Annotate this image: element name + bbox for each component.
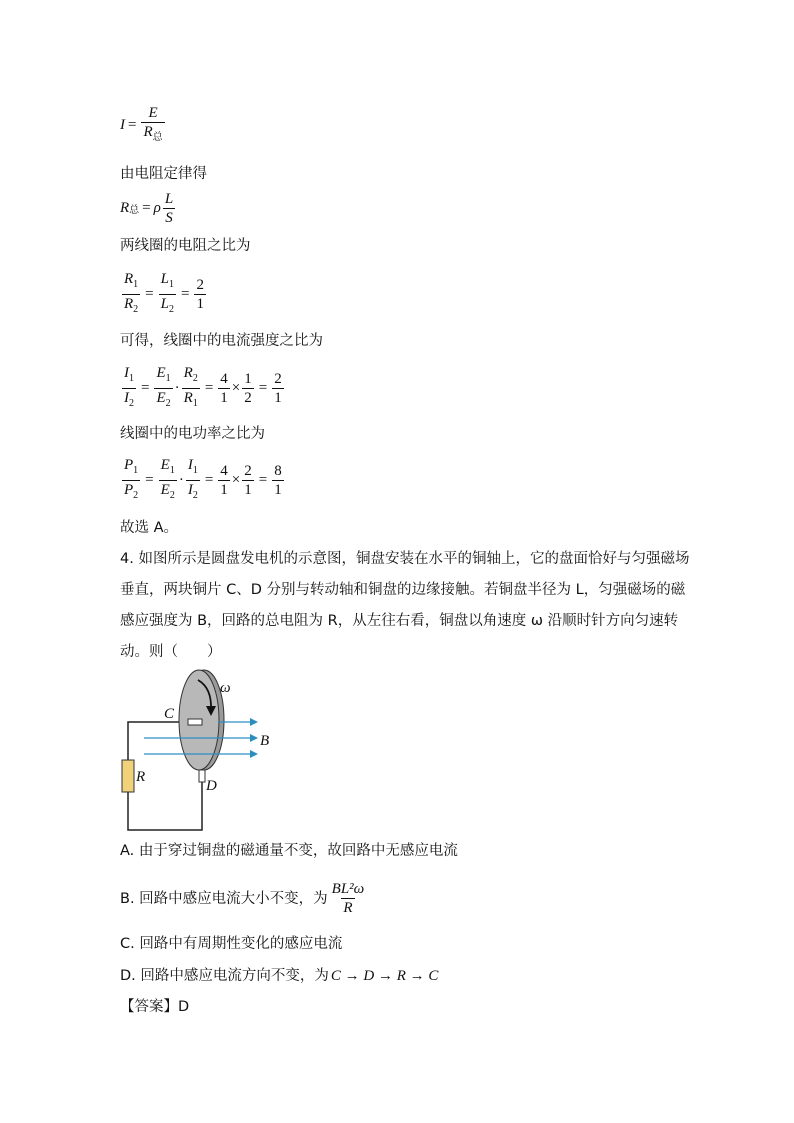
question-4-line-4: 动。则（ ）	[120, 644, 222, 660]
eq1-lhs: I	[120, 117, 125, 133]
eq1-equals: =	[128, 117, 137, 133]
eq4-c-num: R	[183, 365, 193, 381]
option-d-path: C → D → R → C	[330, 968, 439, 984]
eq4-times: ×	[231, 380, 241, 396]
text-resistance-ratio: 两线圈的电阻之比为	[120, 238, 251, 254]
equation-current	[120, 104, 167, 147]
eq4-e-num: 1	[244, 371, 252, 387]
eq5-a-den-sub: 2	[133, 490, 139, 501]
eq4-c-num-sub: 2	[192, 373, 198, 384]
eq4-a-num: I	[124, 365, 129, 381]
eq5-b-den: E	[160, 482, 170, 498]
option-b-num: BL²ω	[331, 881, 365, 897]
text-choose-a: 故选 A。	[120, 520, 179, 536]
eq2-lhs-sub: 总	[129, 205, 140, 216]
eq5-c-den-sub: 2	[192, 490, 198, 501]
text-current-ratio: 可得，线圈中的电流强度之比为	[120, 333, 323, 349]
label-c: C	[164, 706, 175, 722]
equation-resistance-ratio: $\frac{R_1}{R_2}$ = $\frac{L_1}{L_2}$ = $\frac{2}{1}$	[120, 270, 208, 319]
eq1-num: E	[148, 105, 158, 121]
eq3-c-num: 2	[196, 277, 204, 293]
label-d: D	[206, 778, 217, 794]
eq3-a-den: R	[124, 296, 134, 312]
option-b-den: R	[343, 900, 353, 916]
equation-current-ratio: $\frac{I_1}{I_2}$ = $\frac{E_1}{E_2}$ · $\frac{R_2}{R_1}$ = $\frac{4}{1}$ × $\frac{1}{2}$ = $\frac{2}{1}$	[120, 364, 286, 413]
eq4-b-den: E	[156, 390, 166, 406]
option-a: A. 由于穿过铜盘的磁通量不变，故回路中无感应电流	[120, 843, 458, 859]
eq4-d-den: 1	[220, 390, 228, 406]
label-b: B	[260, 733, 270, 749]
eq5-b-num: E	[160, 457, 170, 473]
eq5-f-den: 1	[274, 482, 282, 498]
eq3-b-den: L	[160, 296, 169, 312]
eq5-c-num: I	[187, 457, 193, 473]
eq5-dot: ·	[178, 472, 184, 488]
eq5-a-num-sub: 1	[133, 465, 139, 476]
question-4-line-2: 垂直，两块铜片 C、D 分别与转动轴和铜盘的边缘接触。若铜盘半径为 L，匀强磁场的磁	[120, 582, 686, 598]
wire-bottom	[128, 780, 202, 830]
text-resistance-law: 由电阻定律得	[120, 166, 207, 182]
eq4-b-den-sub: 2	[165, 398, 171, 409]
eq2-den: S	[165, 210, 173, 226]
option-b-fraction	[330, 880, 367, 917]
option-d-text: D. 回路中感应电流方向不变，为	[120, 968, 329, 984]
eq5-c-den: I	[187, 482, 193, 498]
eq4-c-den-sub: 1	[192, 398, 198, 409]
eq1-den: R	[143, 124, 153, 140]
brush-d	[199, 770, 205, 782]
option-d	[120, 966, 438, 986]
eq5-a-den: P	[124, 482, 134, 498]
eq4-a-den-sub: 2	[129, 398, 134, 409]
eq4-d-num: 4	[220, 371, 228, 387]
eq2-num: L	[164, 191, 174, 207]
eq3-a-num: R	[124, 271, 134, 287]
eq2-equals: =	[142, 200, 151, 216]
option-b-text: B. 回路中感应电流大小不变，为	[120, 890, 328, 907]
eq5-times: ×	[231, 472, 241, 488]
eq5-d-num: 4	[220, 463, 228, 479]
answer: 【答案】D	[120, 999, 190, 1015]
eq3-a-num-sub: 1	[133, 279, 139, 290]
eq4-b-num: E	[156, 365, 166, 381]
label-omega: ω	[220, 680, 231, 696]
question-4-line-1: 4. 如图所示是圆盘发电机的示意图，铜盘安装在水平的铜轴上，它的盘面恰好与匀强磁场	[120, 551, 690, 567]
eq5-c-num-sub: 1	[192, 465, 198, 476]
eq3-b-den-sub: 2	[168, 304, 174, 315]
eq4-dot: ·	[174, 380, 180, 396]
eq4-c-den: R	[183, 390, 193, 406]
eq5-e-num: 2	[244, 463, 252, 479]
resistor	[122, 760, 134, 792]
eq5-a-num: P	[124, 457, 134, 473]
eq2-fraction	[163, 190, 175, 227]
eq3-b-num: L	[160, 271, 169, 287]
eq4-f-num: 2	[274, 371, 282, 387]
disk-generator-figure	[120, 668, 290, 838]
eq5-f-num: 8	[274, 463, 282, 479]
eq5-e-den: 1	[244, 482, 252, 498]
label-r: R	[136, 769, 146, 785]
eq5-b-num-sub: 1	[169, 465, 175, 476]
eq4-a-den: I	[124, 390, 129, 406]
eq4-b-num-sub: 1	[165, 373, 171, 384]
eq4-e-den: 2	[244, 390, 252, 406]
option-c: C. 回路中有周期性变化的感应电流	[120, 936, 343, 952]
option-b	[120, 880, 368, 917]
equation-resistance	[120, 190, 177, 227]
eq3-b-num-sub: 1	[168, 279, 174, 290]
brush-c	[188, 719, 202, 725]
eq3-a-den-sub: 2	[133, 304, 139, 315]
equation-power-ratio: $\frac{P_1}{P_2}$ = $\frac{E_1}{E_2}$ · $\frac{I_1}{I_2}$ = $\frac{4}{1}$ × $\frac{2}{1}$ = $\frac{8}{1}$	[120, 456, 286, 505]
question-4-line-3: 感应强度为 B，回路的总电阻为 R，从左往右看，铜盘以角速度 ω 沿顺时针方向匀速转	[120, 613, 679, 629]
eq3-c-den: 1	[196, 296, 204, 312]
eq4-f-den: 1	[274, 390, 282, 406]
eq5-d-den: 1	[220, 482, 228, 498]
eq2-lhs: R	[120, 200, 130, 216]
text-power-ratio: 线圈中的电功率之比为	[120, 426, 265, 442]
eq1-den-sub: 总	[152, 132, 163, 143]
eq1-fraction	[141, 104, 164, 147]
eq2-rho: ρ	[153, 200, 161, 216]
eq5-b-den-sub: 2	[169, 490, 175, 501]
wire-top-left	[128, 722, 182, 762]
eq4-a-num-sub: 1	[129, 373, 134, 384]
